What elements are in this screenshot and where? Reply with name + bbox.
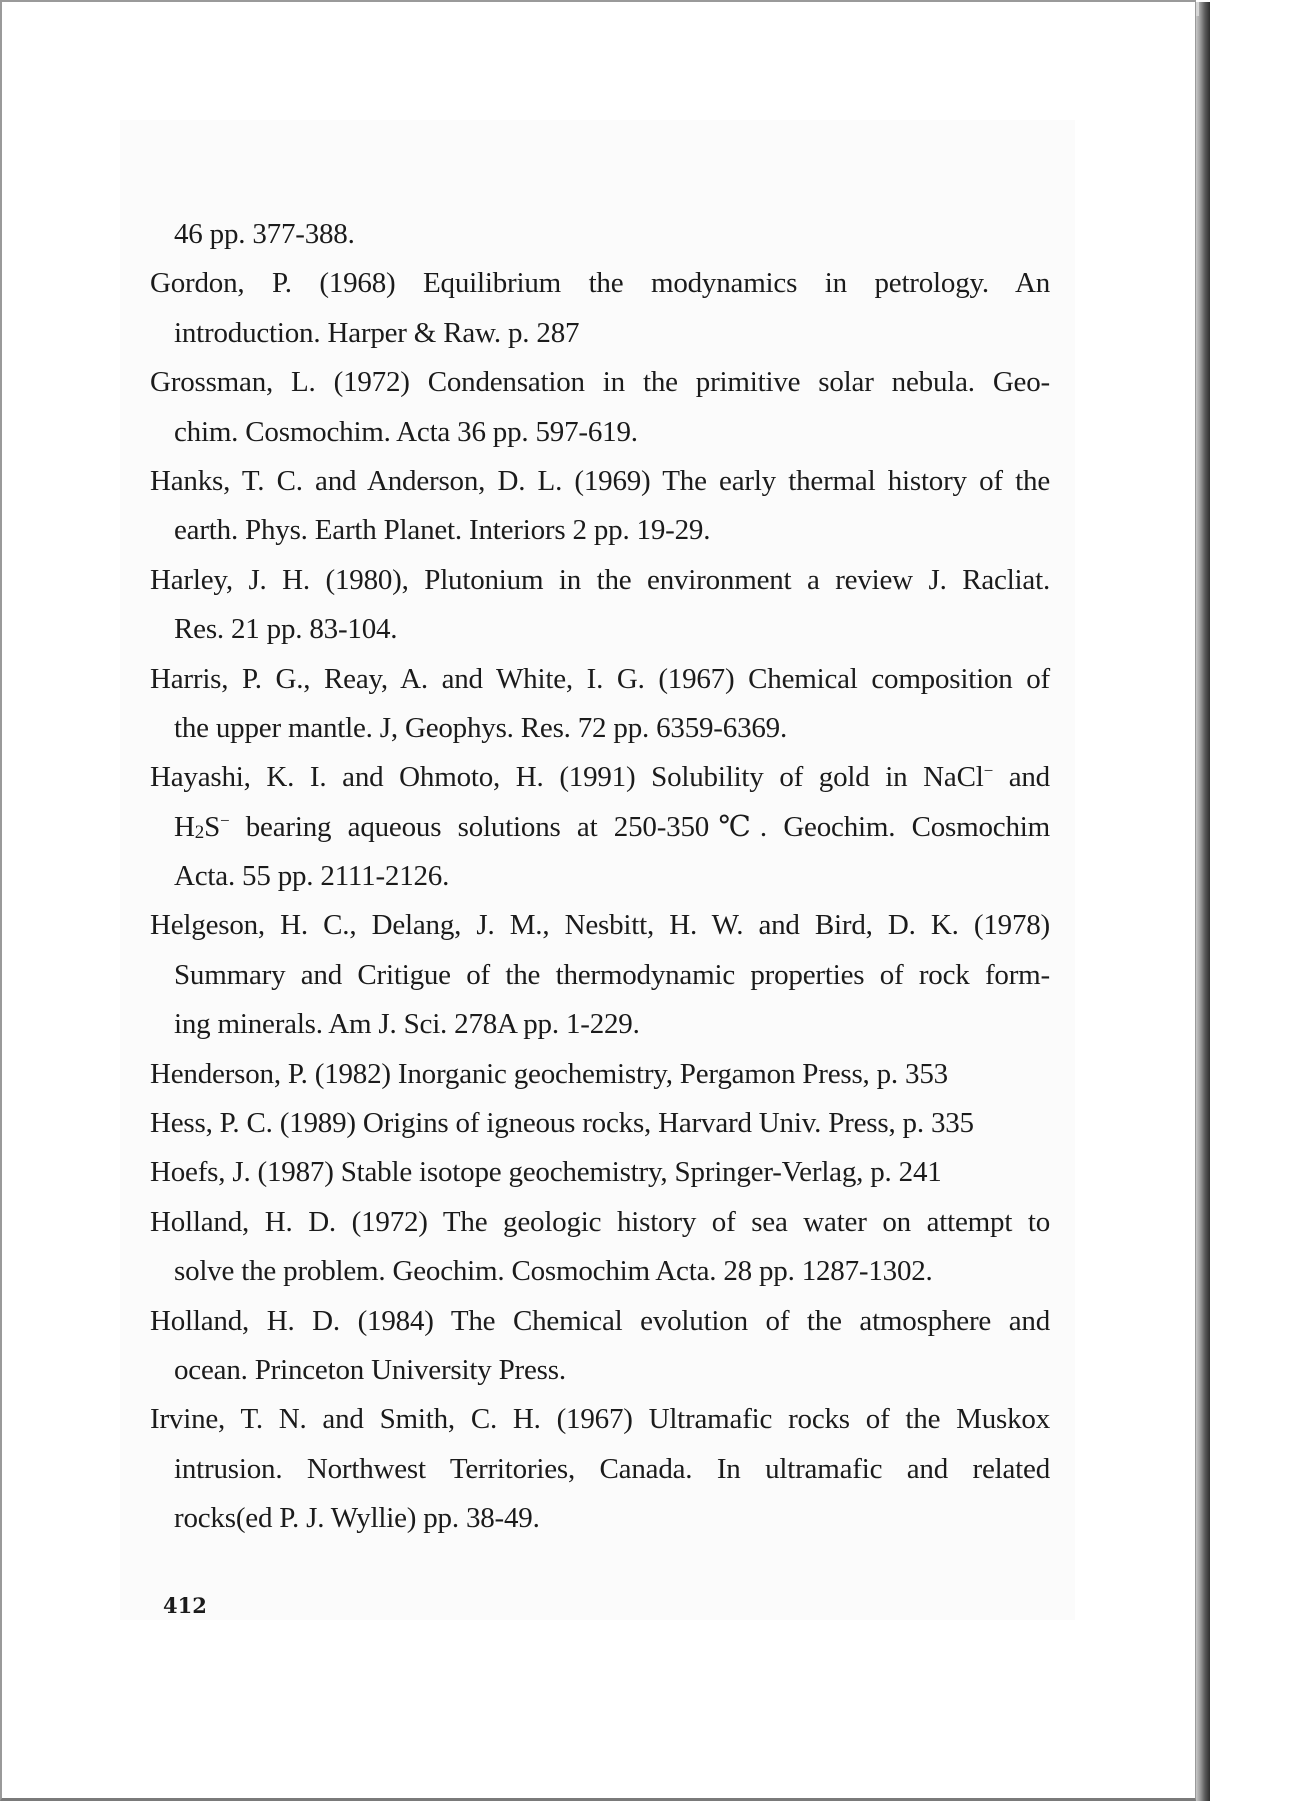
- reference-line: Summary and Critigue of the thermodynamic properties of rock form-: [174, 958, 1050, 991]
- reference-text: bearing aqueous solutions at 250-350℃. Geochim. Cosmochim: [229, 810, 1050, 843]
- reference-line: ing minerals. Am J. Sci. 278A pp. 1-229.: [174, 1008, 640, 1041]
- subscript-two: 2: [194, 821, 205, 843]
- reference-line: ocean. Princeton University Press.: [174, 1353, 566, 1386]
- reference-line: Acta. 55 pp. 2111-2126.: [174, 860, 450, 893]
- reference-line: Henderson, P. (1982) Inorganic geochemistry, Pergamon Press, p. 353: [150, 1057, 948, 1090]
- reference-line: Hanks, T. C. and Anderson, D. L. (1969) The early thermal history of the: [150, 464, 1050, 497]
- superscript-minus: −: [220, 810, 230, 830]
- reference-line: earth. Phys. Earth Planet. Interiors 2 pp. 19-29.: [174, 514, 711, 547]
- page-edge-corner: [1196, 2, 1199, 16]
- page-edge-shadow: [1196, 2, 1210, 1801]
- superscript-minus: −: [983, 761, 993, 781]
- reference-text: H: [174, 810, 195, 843]
- reference-line: the upper mantle. J, Geophys. Res. 72 pp. 6359-6369.: [174, 711, 788, 744]
- reference-line: Grossman, L. (1972) Condensation in the primitive solar nebula. Geo-: [150, 366, 1050, 399]
- reference-line: introduction. Harper & Raw. p. 287: [174, 316, 580, 349]
- reference-line: Holland, H. D. (1984) The Chemical evolution of the atmosphere and: [150, 1304, 1050, 1337]
- reference-list: [150, 210, 1050, 1544]
- reference-text: S: [204, 810, 220, 843]
- reference-line: chim. Cosmochim. Acta 36 pp. 597-619.: [174, 415, 638, 448]
- reference-line: Gordon, P. (1968) Equilibrium the modynamics in petrology. An: [150, 267, 1050, 300]
- reference-line: solve the problem. Geochim. Cosmochim Acta. 28 pp. 1287-1302.: [174, 1255, 933, 1288]
- reference-line: rocks(ed P. J. Wyllie) pp. 38-49.: [174, 1502, 540, 1535]
- reference-line: Hoefs, J. (1987) Stable isotope geochemistry, Springer-Verlag, p. 241: [150, 1156, 942, 1189]
- reference-line: 46 pp. 377-388.: [174, 218, 355, 250]
- reference-line: Irvine, T. N. and Smith, C. H. (1967) Ultramafic rocks of the Muskox: [150, 1403, 1050, 1436]
- reference-line: Hess, P. C. (1989) Origins of igneous rocks, Harvard Univ. Press, p. 335: [150, 1107, 974, 1140]
- reference-line: Res. 21 pp. 83-104.: [174, 613, 398, 646]
- reference-line: Holland, H. D. (1972) The geologic history of sea water on attempt to: [150, 1205, 1050, 1238]
- reference-line: [150, 753, 1050, 802]
- page-number: 412: [163, 1593, 207, 1618]
- reference-text: Hayashi, K. I. and Ohmoto, H. (1991) Solubility of gold in NaCl: [150, 761, 984, 794]
- reference-line: Harley, J. H. (1980), Plutonium in the environment a review J. Racliat.: [150, 563, 1050, 596]
- reference-line: [150, 803, 1050, 852]
- reference-text: and: [992, 761, 1050, 794]
- reference-line: Harris, P. G., Reay, A. and White, I. G. (1967) Chemical composition of: [150, 662, 1050, 695]
- reference-line: Helgeson, H. C., Delang, J. M., Nesbitt, H. W. and Bird, D. K. (1978): [150, 909, 1050, 942]
- reference-line: intrusion. Northwest Territories, Canada. In ultramafic and related: [174, 1452, 1050, 1485]
- background-margin: [1210, 0, 1306, 1806]
